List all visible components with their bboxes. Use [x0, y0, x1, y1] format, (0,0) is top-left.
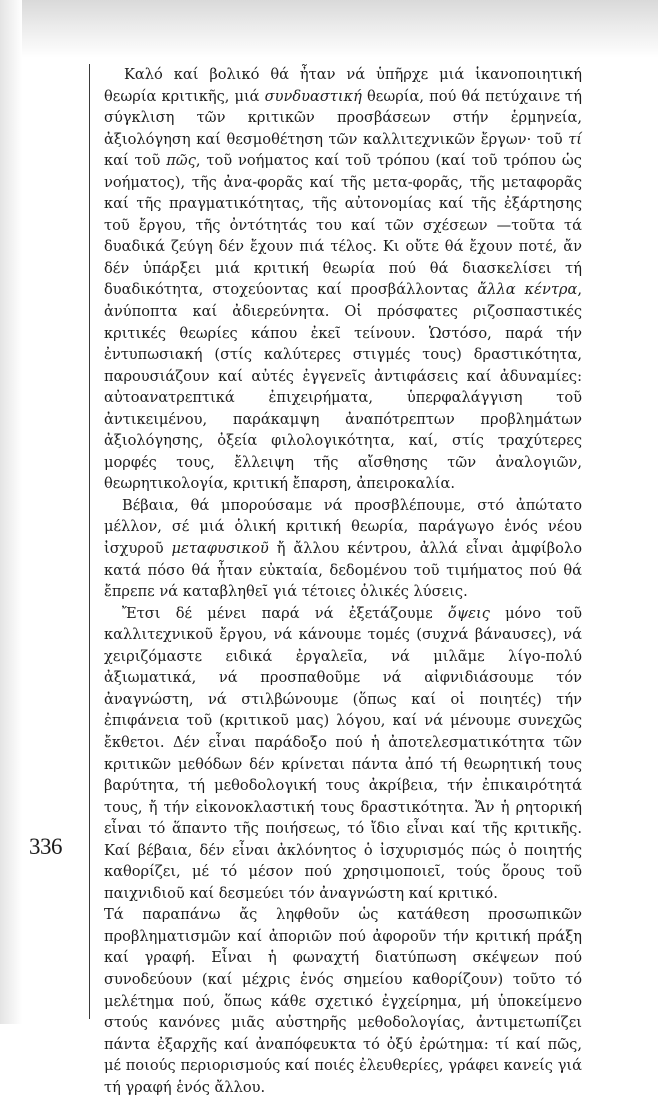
- page-number: 336: [29, 834, 62, 859]
- italic-term: συνδυαστική: [264, 87, 362, 105]
- text-span: μόνο τοῦ καλλιτεχνικοῦ ἔργου, νά κάνουμε τομές (συχνά βάναυσες), νά χειριζόμαστε ειδικά ἐργαλεῖα, νά μιλᾶμε λίγο-πολύ ἀξιωματικά, νά προσπαθοῦμε νά αἰφνιδιάσουμε τόν ἀναγνώστη, νά στιλβώνουμε (ὅπως καί οἱ ποιητές) τήν ἐπιφάνεια τοῦ (κριτικοῦ μας) λόγου, καί νά μένουμε συνεχῶς ἔκθετοι. Δέν εἶναι παράδοξο πού ἡ ἀποτελεσματικότητα τῶν κριτικῶν μεθόδων δέν κρίνεται πάντα ἀπό τή θεωρητική τους βαρύτητα, τή μεθοδολογική τους ἀκρίβεια, τήν ἐπικαιρότητά τους, ἤ τήν εἰκονοκλαστική τους δραστικότητα. Ἄν ἡ ρητορική εἶναι τό ἅπαντο τῆς ποιήσεως, τό ἴδιο εἶναι καί τῆς κριτικῆς. Καί βέβαια, δέν εἶναι ἀκλόνητος ὁ ἰσχυρισμός πώς ὁ ποιητής καθορίζει, μέ τό μέσον πού χρησιμοποιεῖ, τούς ὅρους τοῦ παιχνιδιοῦ καί δεσμεύει τόν ἀναγνώστη καί κριτικό.: [104, 604, 582, 902]
- margin-rule: [89, 64, 90, 1019]
- text-span: καί τοῦ: [104, 152, 167, 170]
- italic-term: ἄλλα κέντρα: [477, 281, 578, 299]
- paragraph-1: [104, 64, 582, 495]
- italic-term: ὄψεις: [447, 604, 490, 622]
- paragraph-4: [104, 904, 582, 1098]
- body-text: [104, 64, 582, 1098]
- italic-term: πῶς: [166, 152, 196, 170]
- paragraph-3: [104, 603, 582, 905]
- text-span: , τοῦ νοήματος καί τοῦ τρόπου (καί τοῦ τρόπου ὡς νοήματος), τῆς ἀνα-φορᾶς καί τῆς μετα-φορᾶς, τῆς μεταφορᾶς καί τῆς πραγματικότητας, τῆς αὐτονομίας καί τῆς ἐξάρτησης τοῦ ἔργου, τῆς ὀντότητάς του καί τῶν σχέσεων —τοῦτα τά δυαδικά ζεύγη δέν ἔχουν πιά τέλος. Κι οὔτε θά ἔχουν ποτέ, ἄν δέν ὑπάρξει μιά κριτική θεωρία πού θά διασκελίσει τή δυαδικότητα, στοχεύοντας καί προσβάλλοντας: [104, 152, 582, 299]
- text-span: , ἀνύποπτα καί ἀδιερεύνητα. Οἱ πρόσφατες ριζοσπαστικές κριτικές θεωρίες κάπου ἐκεῖ τείνουν. Ὡστόσο, παρά τήν ἐντυπωσιακή (στίς καλύτερες στιγμές τους) δραστικότητα, παρουσιάζουν καί αὐτές ἐγγενεῖς ἀντιφάσεις καί ἀδυναμίες: αὐτοανατρεπτικά ἐπιχειρήματα, ὑπερφαλάγγιση τοῦ ἀντικειμένου, παράκαμψη ἀναπότρεπτων προβλημάτων ἀξιολόγησης, ὀξεία φιλολογικότητα, καί, στίς τραχύτερες μορφές τους, ἔλλειψη τῆς αἴσθησης τῶν ἀναλογιῶν, θεωρητικολογία, κριτική ἔπαρση, ἀπειροκαλία.: [104, 281, 582, 493]
- text-span: ἤ ἄλλου κέντρου, ἀλλά εἶναι ἀμφίβολο κατά πόσο θά ἦταν εὐκταία, δεδομένου τοῦ τιμήματος πού θά ἔπρεπε νά καταβληθεῖ γιά τέτοιες ὁλικές λύσεις.: [104, 540, 582, 601]
- text-span: Καλό καί βολικό θά ἦταν νά ὑπῆρχε μιά ἱκανοποιητική θεωρία κριτικῆς, μιά: [104, 66, 582, 105]
- text-span: Τά παραπάνω ἄς ληφθοῦν ὡς κατάθεση προσωπικῶν προβληματισμῶν καί ἀποριῶν πού ἀφοροῦν τήν κριτική πράξη καί γραφή. Εἶναι ἡ φωναχτή διατύπωση σκέψεων πού συνοδεύουν (καί μέχρις ἑνός σημείου καθορίζουν) τοῦτο τό μελέτημα πού, ὅπως κάθε σχετικό ἐγχείρημα, μή ὑποκείμενο στούς κανόνες μιᾶς αὐστηρῆς μεθοδολογίας, ἀντιμετωπίζει πάντα ἐξαρχῆς καί ἀναπόφευκτα τό ὀξύ ἐρώτημα: τί καί πῶς, μέ ποιούς περιορισμούς καί ποιές ἐλευθερίες, γράφει κανείς γιά τή γραφή ἑνός ἄλλου.: [104, 906, 582, 1096]
- italic-term: μεταφυσικοῦ: [171, 540, 269, 558]
- italic-term: τί: [568, 130, 582, 148]
- scan-edge-shadow: [0, 0, 22, 1024]
- text-span: Βέβαια, θά μπορούσαμε νά προσβλέπουμε, στό ἀπώτατο μέλλον, σέ μιά ὁλική κριτική θεωρία, παράγωγο ἑνός νέου ἰσχυροῦ: [104, 496, 582, 558]
- text-span: Ἔτσι δέ μένει παρά νά ἐξετάζουμε: [122, 604, 448, 622]
- text-span: θεωρία, πού θά πετύχαινε τή σύγκλιση τῶν κριτικῶν προσβάσεων στήν ἑρμηνεία, ἀξιολόγηση καί θεσμοθέτηση τῶν καλλιτεχνικῶν ἔργων· τοῦ: [104, 87, 582, 148]
- scan-shadow: [0, 0, 658, 58]
- paragraph-2: [104, 495, 582, 603]
